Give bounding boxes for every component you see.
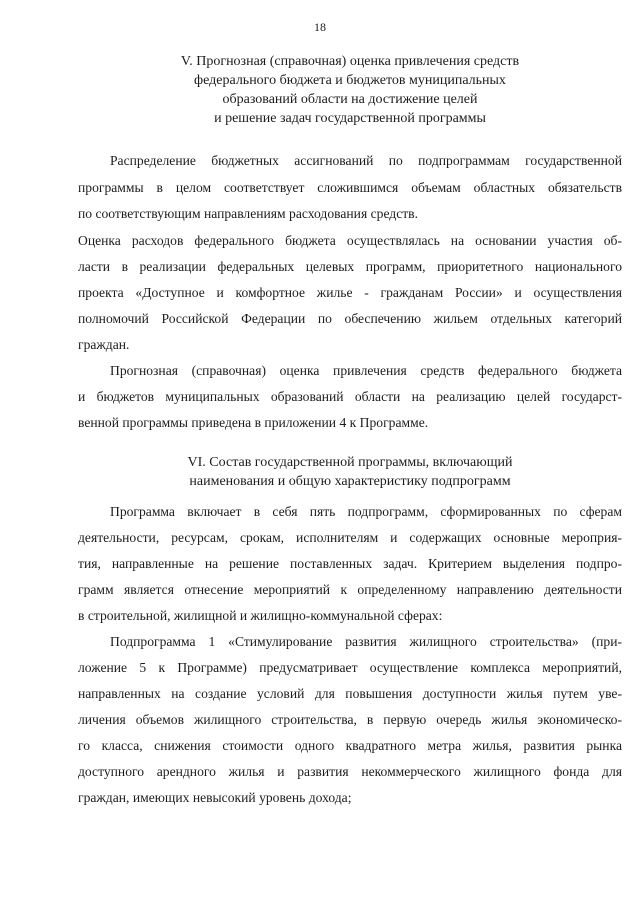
paragraph-line: деятельности, ресурсам, срокам, исполнителям и содержащих основные мероприя- bbox=[78, 530, 622, 545]
heading-line: V. Прогнозная (справочная) оценка привлечения средств bbox=[180, 54, 520, 69]
paragraph-line: Программа включает в себя пять подпрограмм, сформированных по сферам bbox=[110, 504, 622, 519]
paragraph-line: программы в целом соответствует сложившимся объемам областных обязательств bbox=[78, 180, 622, 195]
paragraph-line: ласти в реализации федеральных целевых программ, приоритетного национального bbox=[78, 259, 622, 274]
heading-line: VI. Состав государственной программы, включающий bbox=[187, 455, 513, 470]
heading-line: наименования и общую характеристику подпрограмм bbox=[189, 474, 511, 489]
paragraph-line: венной программы приведена в приложении 4 к Программе. bbox=[78, 415, 429, 430]
paragraph-line: доступного арендного жилья и развития некоммерческого жилищного фонда для bbox=[78, 764, 622, 779]
section-6-heading bbox=[60, 453, 640, 491]
paragraph-line: Подпрограмма 1 «Стимулирование развития жилищного строительства» (при- bbox=[110, 634, 622, 649]
paragraph-line: Распределение бюджетных ассигнований по подпрограммам государственной bbox=[110, 153, 622, 168]
section-5-heading bbox=[60, 52, 640, 128]
page-number: 18 bbox=[314, 20, 326, 34]
paragraph-line: в строительной, жилищной и жилищно-коммунальной сферах: bbox=[78, 608, 443, 623]
paragraph-line: Оценка расходов федерального бюджета осуществлялась на основании участия об- bbox=[78, 233, 622, 248]
paragraph-line: го класса, снижения стоимости одного квадратного метра жилья, развития рынка bbox=[78, 738, 622, 753]
paragraph-line: Прогнозная (справочная) оценка привлечения средств федерального бюджета bbox=[110, 363, 622, 378]
heading-line: федерального бюджета и бюджетов муниципальных bbox=[194, 73, 506, 88]
paragraph-line: по соответствующим направлениям расходования средств. bbox=[78, 206, 419, 221]
paragraph-line: граждан. bbox=[78, 337, 130, 352]
paragraph-line: тия, направленные на решение поставленных задач. Критерием выделения подпро- bbox=[78, 556, 622, 571]
heading-line: и решение задач государственной программы bbox=[214, 111, 486, 126]
paragraph-line: и бюджетов муниципальных образований области на реализацию целей государст- bbox=[78, 389, 622, 404]
paragraph-line: полномочий Российской Федерации по обеспечению жильем отдельных категорий bbox=[78, 311, 622, 326]
paragraph-line: направленных на создание условий для повышения доступности жилья путем уве- bbox=[78, 686, 622, 701]
paragraph-line: проекта «Доступное и комфортное жилье - гражданам России» и осуществления bbox=[78, 285, 622, 300]
paragraph-line: личения объемов жилищного строительства, в первую очередь жилья экономическо- bbox=[78, 712, 622, 727]
paragraph-line: грамм является отнесение мероприятий к определенному направлению деятельности bbox=[78, 582, 622, 597]
paragraph-line: граждан, имеющих невысокий уровень дохода; bbox=[78, 790, 352, 805]
paragraph-line: ложение 5 к Программе) предусматривает осуществление комплекса мероприятий, bbox=[78, 660, 622, 675]
heading-line: образований области на достижение целей bbox=[222, 92, 478, 107]
